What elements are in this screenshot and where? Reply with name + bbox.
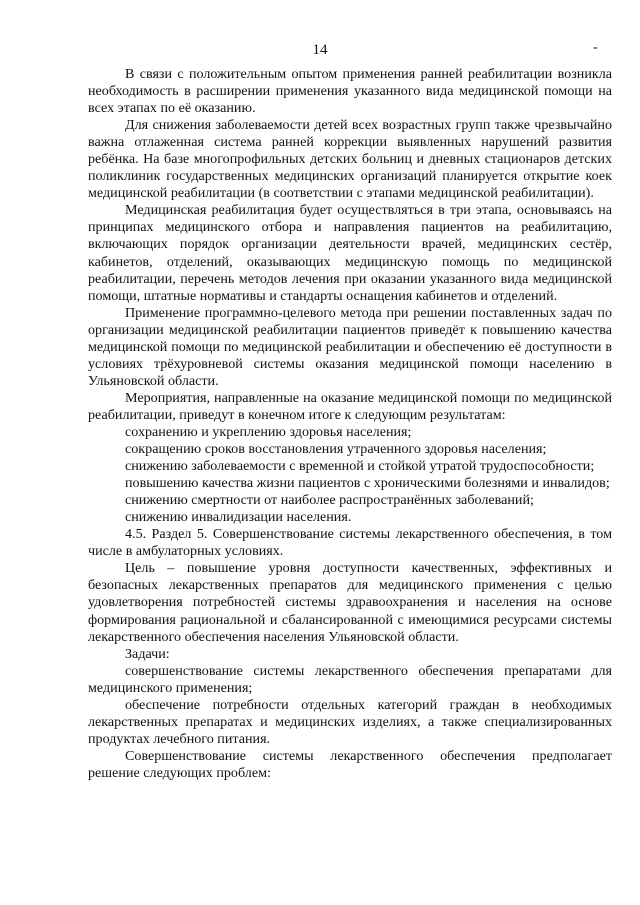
list-item: совершенствование системы лекарственного обеспечения препаратами для медицинского применения; (88, 662, 612, 696)
list-item: сохранению и укреплению здоровья населения; (125, 423, 412, 440)
paragraph: В связи с положительным опытом применения ранней реабилитации возникла необходимость в расширении применения указанного вида медицинской помощи на всех этапах по её оказанию. (88, 66, 612, 117)
paragraph: Применение программно-целевого метода при решении поставленных задач по организации медицинской реабилитации пациентов приведёт к повышению качества медицинской помощи по медицинской реабилитации и обеспечению её доступности в условиях трёхуровневой системы оказания медицинской помощи населению в Ульяновской области. (88, 304, 612, 389)
list-item: сокращению сроков восстановления утраченного здоровья населения; (125, 441, 547, 458)
list-item: снижению заболеваемости с временной и стойкой утратой трудоспособности; (125, 458, 595, 475)
corner-mark: - (593, 40, 598, 55)
page-number: 14 (312, 42, 328, 58)
paragraph: Мероприятия, направленные на оказание медицинской помощи по медицинской реабилитации, приведут в конечном итоге к следующим результатам: (88, 389, 612, 423)
paragraph: Медицинская реабилитация будет осуществляться в три этапа, основываясь на принципах медицинского отбора и направления пациентов на реабилитацию, включающих порядок организации деятельности врачей, медицинских сестёр, кабинетов, отделений, оказывающих медицинскую помощь по медицинской реабилитации, перечень методов лечения при оказании указанного вида медицинской помощи, штатные нормативы и стандарты оснащения кабинетов и отделений. (88, 202, 612, 304)
section-heading: 4.5. Раздел 5. Совершенствование системы лекарственного обеспечения, в том числе в амбулаторных условиях. (88, 526, 612, 560)
document-body (88, 66, 612, 782)
paragraph: Совершенствование системы лекарственного обеспечения предполагает решение следующих проблем: (88, 747, 612, 781)
list-item: повышению качества жизни пациентов с хроническими болезнями и инвалидов; (125, 475, 610, 492)
paragraph: Цель – повышение уровня доступности качественных, эффективных и безопасных лекарственных препаратов для медицинского применения с целью удовлетворения потребностей системы здравоохранения и населения на основе формирования рациональной и сбалансированной с имеющимися ресурсами системы лекарственного обеспечения населения Ульяновской области. (88, 560, 612, 645)
list-item: снижению смертности от наиболее распространённых заболеваний; (125, 492, 534, 509)
list-item: обеспечение потребности отдельных категорий граждан в необходимых лекарственных препаратах и медицинских изделиях, а также специализированных продуктах лечебного питания. (88, 696, 612, 747)
list-item: снижению инвалидизации населения. (125, 509, 352, 526)
paragraph: Для снижения заболеваемости детей всех возрастных групп также чрезвычайно важна отлаженная система ранней коррекции выявленных нарушений развития ребёнка. На базе многопрофильных детских больниц и дневных стационаров детских поликлиник государственных медицинских организаций планируется открытие коек медицинской реабилитации (в соответствии с этапами медицинской реабилитации). (88, 117, 612, 202)
paragraph: Задачи: (125, 645, 170, 662)
